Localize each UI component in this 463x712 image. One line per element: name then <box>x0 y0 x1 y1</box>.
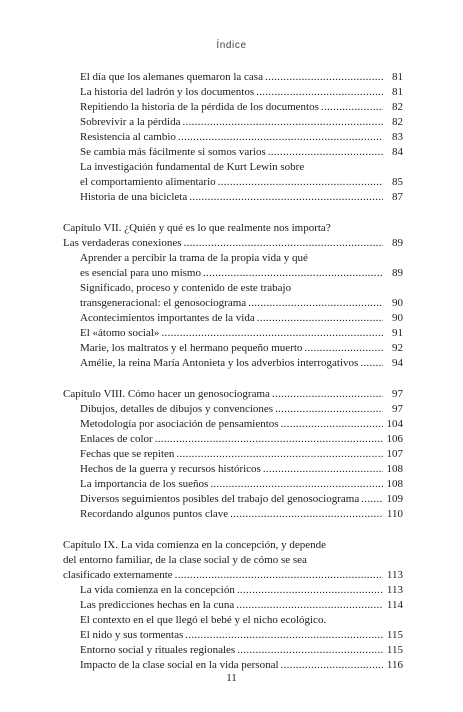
toc-entry-title: Se cambia más fácilmente si somos varios <box>80 146 266 158</box>
dot-leader <box>218 175 383 190</box>
dot-leader <box>185 628 383 643</box>
toc-entry <box>63 507 403 522</box>
toc-entry-title: Capítulo VIII. Cómo hacer un genosociograma <box>63 388 270 400</box>
toc-entry-page: 81 <box>392 71 403 83</box>
toc-entry <box>63 462 403 477</box>
dot-leader <box>304 341 383 356</box>
toc-entry-page: 113 <box>386 584 403 596</box>
toc-entry-page: 92 <box>392 342 403 354</box>
toc-entry-page: 106 <box>386 433 403 445</box>
toc-entry-page: 107 <box>386 448 403 460</box>
toc-entry-page: 83 <box>392 131 403 143</box>
dot-leader <box>210 477 383 492</box>
toc-entry-title: Acontecimientos importantes de la vida <box>80 312 255 324</box>
toc-entry-title: el comportamiento alimentario <box>80 176 216 188</box>
toc-entry-title: Hechos de la guerra y recursos históricos <box>80 463 261 475</box>
toc-entry-page: 115 <box>386 629 403 641</box>
toc-entry-line: Significado, proceso y contenido de este trabajo <box>80 282 292 294</box>
dot-leader <box>275 402 383 417</box>
toc-entry-title: El nido y sus tormentas <box>80 629 184 641</box>
dot-leader <box>265 70 383 85</box>
dot-leader <box>178 130 383 145</box>
toc-entry-page: 104 <box>386 418 403 430</box>
toc-entry-title: transgeneracional: el genosociograma <box>80 297 247 309</box>
dot-leader <box>281 417 383 432</box>
toc-entry <box>63 628 403 643</box>
toc-entry-title: Resistencia al cambio <box>80 131 176 143</box>
toc-entry-title: La vida comienza en la concepción <box>80 584 235 596</box>
toc-entry-title: La historia del ladrón y los documentos <box>80 86 255 98</box>
toc-entry-page: 108 <box>386 463 403 475</box>
toc-entry <box>63 85 403 100</box>
toc-entry-title: El día que los alemanes quemaron la casa <box>80 71 263 83</box>
dot-leader <box>175 568 383 583</box>
toc-entry <box>63 402 403 417</box>
toc-entry-title: Las predicciones hechas en la cuna <box>80 599 235 611</box>
toc-entry-page: 94 <box>392 357 403 369</box>
toc-entry-title: Impacto de la clase social en la vida personal <box>80 659 279 671</box>
dot-leader <box>236 598 383 613</box>
toc-entry <box>63 326 403 341</box>
toc-entry <box>63 447 403 462</box>
toc-entry <box>63 190 403 205</box>
toc-entry-page: 90 <box>392 312 403 324</box>
dot-leader <box>183 115 384 130</box>
toc-entry-title: es esencial para uno mismo <box>80 267 201 279</box>
toc-entry-title: Enlaces de color <box>80 433 153 445</box>
dot-leader <box>237 643 383 658</box>
toc-entry <box>63 477 403 492</box>
dot-leader <box>189 190 383 205</box>
toc-entry-title: Diversos seguimientos posibles del trabajo del genosociograma <box>80 493 360 505</box>
toc-entry-page: 84 <box>392 146 403 158</box>
toc-entry <box>63 115 403 130</box>
dot-leader <box>361 492 383 507</box>
toc-entry-title: Fechas que se repiten <box>80 448 175 460</box>
toc-entry <box>63 236 403 251</box>
dot-leader <box>203 266 383 281</box>
toc-entry-title: Recordando algunos puntos clave <box>80 508 229 520</box>
toc-entry-line: Aprender a percibir la trama de la propia vida y qué <box>80 252 308 264</box>
toc-entry-line: Capítulo IX. La vida comienza en la concepción, y depende <box>63 539 326 551</box>
toc-entry <box>63 266 403 281</box>
dot-leader <box>176 447 383 462</box>
toc-entry-title: Historia de una bicicleta <box>80 191 188 203</box>
toc-entry <box>63 145 403 160</box>
toc-entry-title: Amélie, la reina María Antonieta y los adverbios interrogativos <box>80 357 359 369</box>
toc-entry-line: del entorno familiar, de la clase social y de cómo se sea <box>63 554 307 566</box>
toc-entry-page: 89 <box>392 237 403 249</box>
dot-leader <box>184 236 383 251</box>
toc-entry-title: Metodología por asociación de pensamientos <box>80 418 279 430</box>
toc-entry-page: 110 <box>386 508 403 520</box>
toc-entry-page: 81 <box>392 86 403 98</box>
toc-entry <box>63 311 403 326</box>
toc-entry <box>63 356 403 371</box>
toc-entry-page: 116 <box>386 659 403 671</box>
toc-entry-page: 89 <box>392 267 403 279</box>
toc-entry <box>63 432 403 447</box>
toc-entry-page: 114 <box>386 599 403 611</box>
toc-entry <box>63 492 403 507</box>
toc-entry-title: Sobrevivir a la pérdida <box>80 116 181 128</box>
toc-entry-title: clasificado externamente <box>63 569 173 581</box>
toc-entry-line: La investigación fundamental de Kurt Lewin sobre <box>80 161 305 173</box>
toc-entry-line: Capítulo VII. ¿Quién y qué es lo que realmente nos importa? <box>63 222 331 234</box>
toc-entry-page: 97 <box>392 403 403 415</box>
section-gap <box>63 371 403 387</box>
toc-entry-page: 108 <box>386 478 403 490</box>
page-number: 11 <box>226 672 237 684</box>
toc-entry-page: 113 <box>386 569 403 581</box>
toc-entry-page: 109 <box>386 493 403 505</box>
toc-entry <box>63 598 403 613</box>
toc-entry-page: 90 <box>392 297 403 309</box>
dot-leader <box>256 85 383 100</box>
toc-entry <box>63 130 403 145</box>
dot-leader <box>268 145 383 160</box>
toc-entry <box>63 417 403 432</box>
toc-entry-page: 82 <box>392 101 403 113</box>
toc-entry <box>63 583 403 598</box>
toc-entry-page: 82 <box>392 116 403 128</box>
toc-entry-page: 87 <box>392 191 403 203</box>
toc-entry <box>63 568 403 583</box>
toc-entry <box>63 643 403 658</box>
toc-entry <box>63 175 403 190</box>
dot-leader <box>263 462 383 477</box>
toc-entry-title: La importancia de los sueños <box>80 478 209 490</box>
dot-leader <box>155 432 383 447</box>
dot-leader <box>248 296 383 311</box>
toc-entry-page: 97 <box>392 388 403 400</box>
dot-leader <box>281 658 383 673</box>
toc-entry <box>63 387 403 402</box>
table-of-contents <box>63 70 403 673</box>
running-header: Índice <box>216 40 247 51</box>
toc-entry-title: Marie, los maltratos y el hermano pequeño muerto <box>80 342 303 354</box>
toc-entry-title: El «átomo social» <box>80 327 160 339</box>
toc-entry <box>63 341 403 356</box>
toc-entry-page: 115 <box>386 644 403 656</box>
toc-entry <box>63 296 403 311</box>
dot-leader <box>272 387 383 402</box>
dot-leader <box>237 583 383 598</box>
toc-entry <box>63 100 403 115</box>
toc-entry-title: Las verdaderas conexiones <box>63 237 182 249</box>
toc-entry-line: El contexto en el que llegó el bebé y el nicho ecológico. <box>80 614 327 626</box>
dot-leader <box>257 311 383 326</box>
dot-leader <box>321 100 383 115</box>
toc-entry-page: 91 <box>392 327 403 339</box>
toc-entry <box>63 70 403 85</box>
toc-entry-title: Repitiendo la historia de la pérdida de los documentos <box>80 101 319 113</box>
section-gap <box>63 522 403 538</box>
section-gap <box>63 205 403 221</box>
toc-entry-title: Dibujos, detalles de dibujos y convenciones <box>80 403 274 415</box>
toc-entry-page: 85 <box>392 176 403 188</box>
dot-leader <box>230 507 383 522</box>
toc-entry-title: Entorno social y rituales regionales <box>80 644 236 656</box>
dot-leader <box>161 326 383 341</box>
dot-leader <box>360 356 383 371</box>
toc-entry <box>63 658 403 673</box>
